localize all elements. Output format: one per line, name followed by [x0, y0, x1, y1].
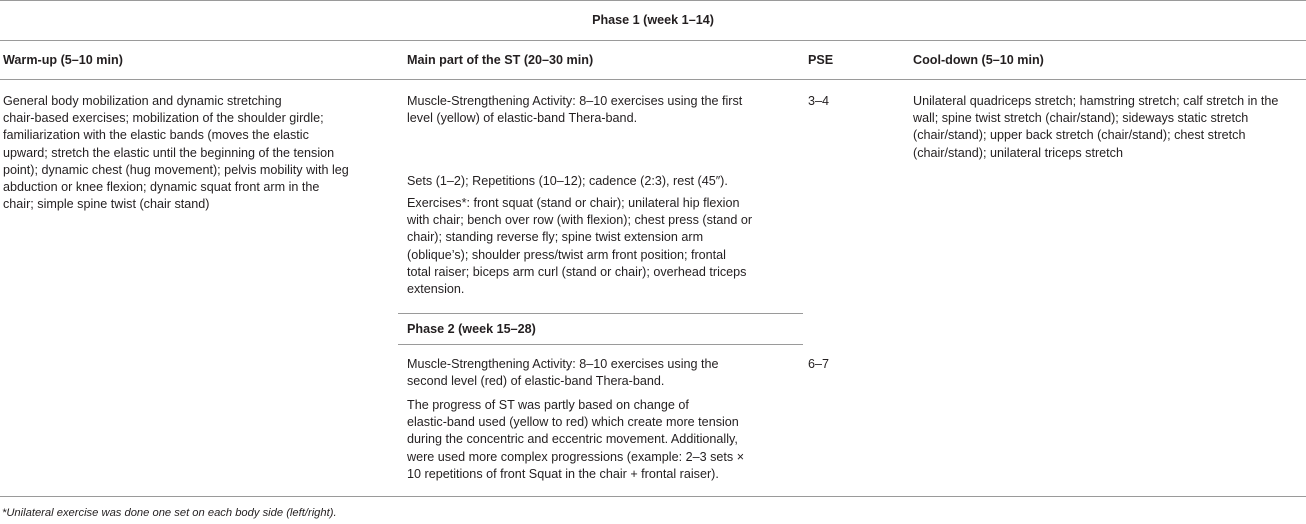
exercises-line: with chair; bench over row (with flexion); chest press (stand or — [407, 213, 753, 228]
exercises-line: extension. — [407, 282, 465, 297]
cooldown-line: (chair/stand); unilateral triceps stretch — [913, 145, 1123, 160]
phase1-title-rule — [0, 40, 1306, 41]
header-rule — [0, 79, 1306, 80]
phase2-progress — [407, 397, 744, 483]
phase1-sets: Sets (1–2); Repetitions (10–12); cadence (2:3), rest (45″). — [407, 174, 728, 188]
phase1-pse: 3–4 — [808, 94, 830, 108]
phase2-activity-line: Muscle-Strengthening Activity: 8–10 exercises using the — [407, 357, 719, 371]
progress-line: 10 repetitions of front Squat in the chair + frontal raiser). — [407, 466, 719, 481]
phase1-activity — [407, 93, 742, 127]
phase2-pse: 6–7 — [808, 357, 830, 371]
warmup-line: chair-based exercises; mobilization of the shoulder girdle; — [3, 111, 324, 126]
exercises-line: Exercises*: front squat (stand or chair); unilateral hip flexion — [407, 196, 740, 210]
phase2-activity — [407, 356, 719, 390]
cooldown-line: wall; spine twist stretch (chair/stand); sideways static stretch — [913, 111, 1249, 126]
warmup-line: General body mobilization and dynamic stretching — [3, 94, 282, 108]
warmup-line: familiarization with the elastic bands (moves the elastic — [3, 128, 309, 143]
phase2-title-rule — [398, 344, 803, 345]
table-top-rule — [0, 0, 1306, 1]
cooldown-text — [913, 93, 1278, 162]
table-footnote: *Unilateral exercise was done one set on each body side (left/right). — [2, 507, 337, 519]
cooldown-line: Unilateral quadriceps stretch; hamstring stretch; calf stretch in the — [913, 94, 1279, 108]
progress-line: during the concentric and eccentric movement. Additionally, — [407, 432, 738, 447]
phase2-activity-line: second level (red) of elastic-band Thera-band. — [407, 374, 665, 389]
header-main: Main part of the ST (20–30 min) — [407, 53, 594, 67]
phase2-title: Phase 2 (week 15–28) — [407, 322, 536, 336]
phase1-exercises — [407, 195, 752, 298]
warmup-text — [3, 93, 349, 213]
progress-line: were used more complex progressions (example: 2–3 sets × — [407, 449, 745, 464]
warmup-line: chair; simple spine twist (chair stand) — [3, 197, 210, 212]
warmup-line: point); dynamic chest (hug movement); pelvis mobility with leg — [3, 162, 349, 177]
exercises-line: (oblique’s); shoulder press/twist arm front position; frontal — [407, 247, 726, 262]
header-warmup: Warm-up (5–10 min) — [3, 53, 123, 67]
cooldown-line: (chair/stand); upper back stretch (chair/stand); chest stretch — [913, 128, 1246, 143]
progress-line: The progress of ST was partly based on change of — [407, 398, 689, 412]
table-bottom-rule — [0, 496, 1306, 497]
warmup-line: abduction or knee flexion; dynamic squat front arm in the — [3, 180, 320, 195]
warmup-line: upward; stretch the elastic until the beginning of the tension — [3, 145, 335, 160]
phase1-activity-line: Muscle-Strengthening Activity: 8–10 exercises using the first — [407, 94, 743, 108]
exercises-line: chair); standing reverse fly; spine twist extension arm — [407, 230, 704, 245]
phase2-top-rule — [398, 313, 803, 314]
header-pse: PSE — [808, 53, 834, 67]
exercises-line: total raiser; biceps arm curl (stand or chair); overhead triceps — [407, 264, 747, 279]
header-cooldown: Cool-down (5–10 min) — [913, 53, 1044, 67]
phase1-activity-line: level (yellow) of elastic-band Thera-band. — [407, 111, 638, 126]
phase1-title: Phase 1 (week 1–14) — [592, 13, 714, 27]
progress-line: elastic-band used (yellow to red) which create more tension — [407, 415, 739, 430]
